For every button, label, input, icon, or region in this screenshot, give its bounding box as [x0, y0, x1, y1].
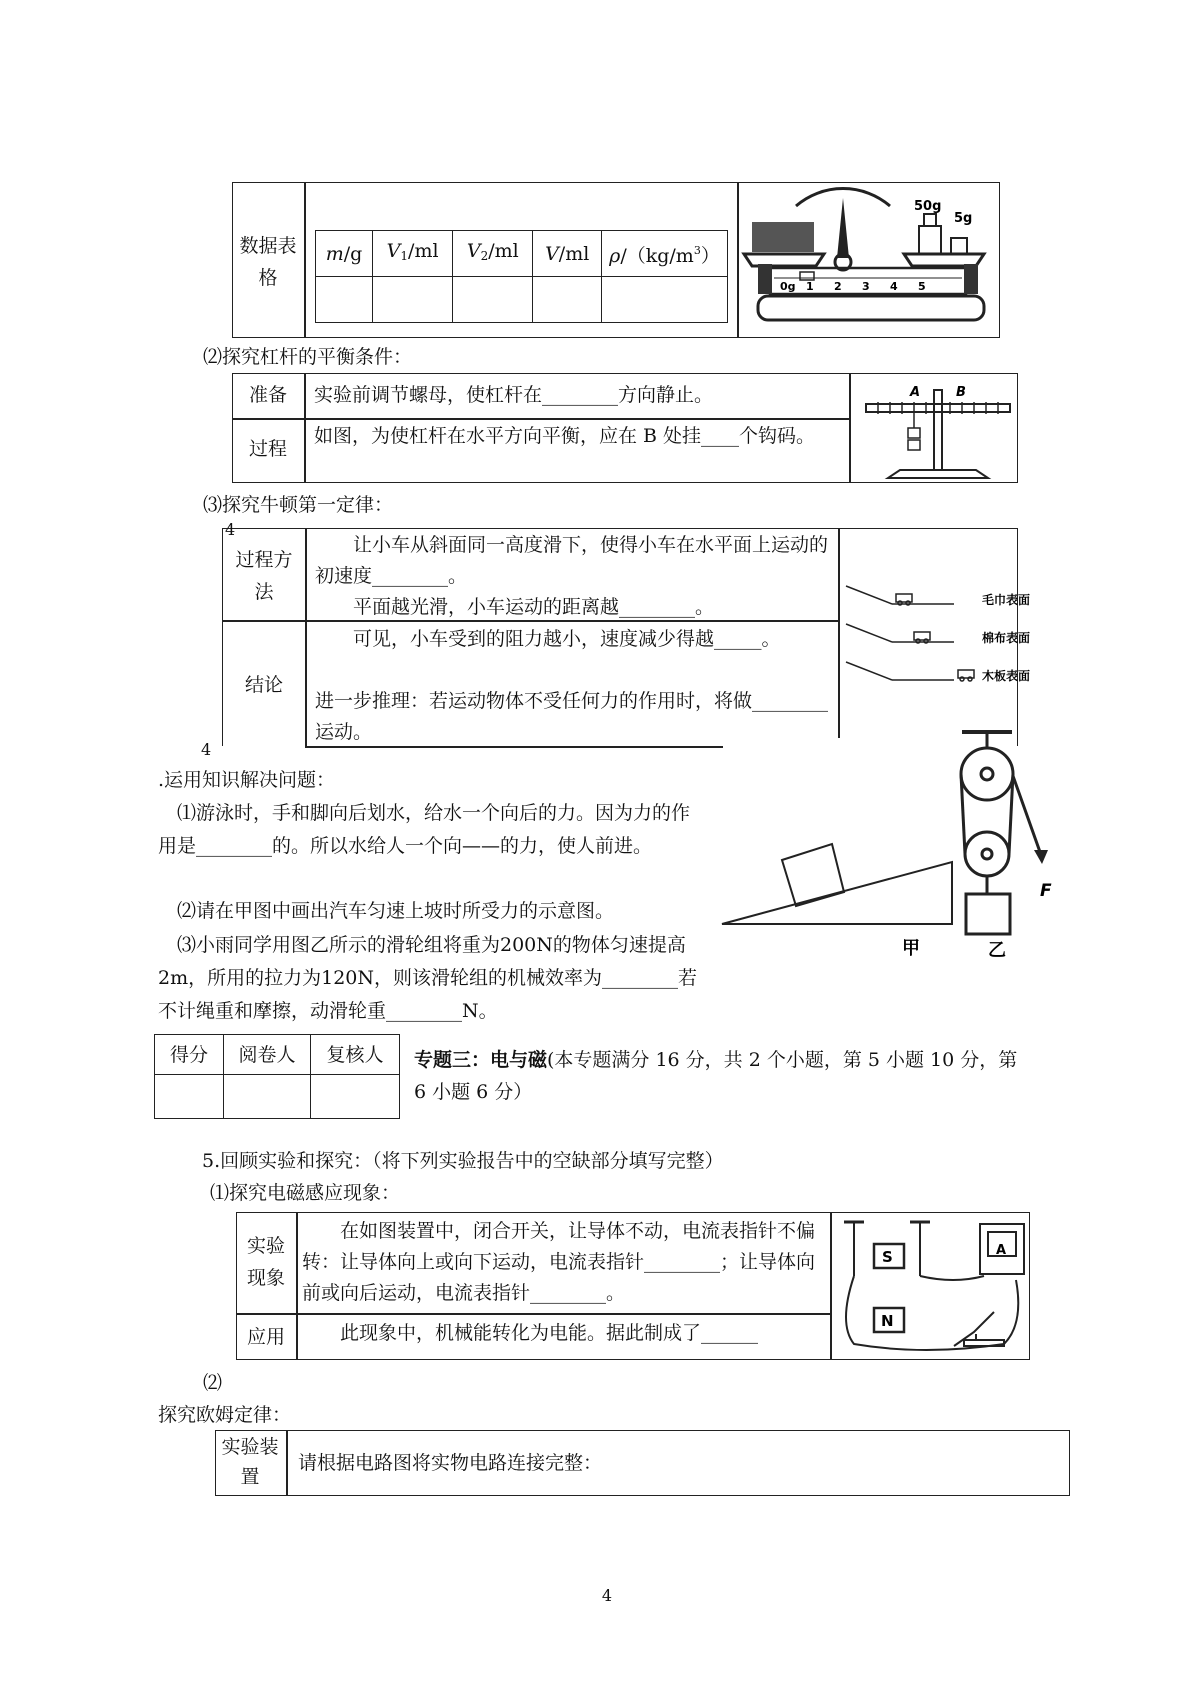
divider [286, 1430, 288, 1496]
magnet-s-label: S [882, 1248, 893, 1266]
method-line-1: 让小车从斜面同一高度滑下，使得小车在水平面上运动的初速度________。 [315, 534, 829, 587]
conclusion-line-2: 进一步推理：若运动物体不受任何力的作用时，将做________运动。 [315, 690, 829, 743]
grader-cell[interactable] [224, 1075, 311, 1119]
divider [304, 182, 306, 338]
divider [236, 1313, 830, 1315]
col-mass: m/g [316, 231, 373, 277]
newton-heading: ⑶探究牛顿第一定律： [203, 494, 394, 516]
surface-label: 毛巾表面 [982, 593, 1031, 607]
lever-figure [860, 380, 1016, 480]
row-label-apparatus: 实验装置 [221, 1436, 279, 1488]
reviewer-cell[interactable] [311, 1075, 400, 1119]
blank-cell[interactable] [373, 277, 453, 323]
divider [304, 373, 306, 483]
blank-cell[interactable] [316, 277, 373, 323]
lever-label-a: A [910, 385, 921, 400]
scale-tick-label: 3 [862, 280, 870, 293]
apparatus-text: 请根据电路图将实物电路连接完整： [298, 1452, 603, 1474]
col-density: $\rho/(kg/m^3)$ [602, 231, 728, 277]
method-line-2: 平面越光滑，小车运动的距离越________。 [353, 596, 715, 618]
divider [849, 373, 851, 483]
divider [838, 528, 840, 738]
question-number: 4 [201, 740, 212, 759]
section5-heading: 5.回顾实验和探究：（将下列实验报告中的空缺部分填写完整） [202, 1150, 724, 1172]
balance-figure [744, 186, 998, 334]
electromagnetic-induction-figure [834, 1214, 1028, 1358]
magnet-n-label: N [881, 1312, 894, 1330]
reviewer-header: 复核人 [311, 1035, 400, 1075]
blank-cell[interactable] [533, 277, 602, 323]
scale-tick-label: 5 [918, 280, 926, 293]
incline-and-pulley-figure [722, 732, 1052, 962]
col-v2: $V_2/ml$ [453, 231, 533, 277]
divider [232, 418, 850, 420]
row-label-data-table: 数据表格 [239, 235, 297, 289]
scale-tick-label: 4 [890, 280, 898, 293]
scale-tick-label: 2 [834, 280, 842, 293]
topic3-title: 专题三：电与磁 [414, 1049, 548, 1071]
row-label-method: 过程方法 [235, 549, 293, 603]
row-label-phenomenon: 实验现象 [246, 1235, 285, 1289]
divider [296, 1212, 298, 1360]
scale-tick-label: 0g [780, 280, 796, 293]
prepare-text: 实验前调节螺母，使杠杆在________方向静止。 [314, 384, 714, 406]
electromagnetic-heading: ⑴探究电磁感应现象： [210, 1182, 401, 1204]
col-v1: $V_1/ml$ [373, 231, 453, 277]
score-cell[interactable] [155, 1075, 224, 1119]
newton-surfaces-figure [846, 580, 1054, 690]
weight-50g-label: 50g [914, 199, 942, 214]
divider [305, 528, 307, 746]
blank-cell[interactable] [602, 277, 728, 323]
apply-q3: ⑶小雨同学用图乙所示的滑轮组将重为200N的物体匀速提高2m，所用的拉力为120N，则该滑轮组的机械效率为________若不计绳重和摩擦，动滑轮重________N。 [158, 934, 697, 1022]
row-label-prepare: 准备 [248, 384, 287, 406]
ohm-heading: 探究欧姆定律： [158, 1404, 292, 1426]
lever-label-b: B [956, 385, 966, 400]
conclusion-line-1: 可见，小车受到的阻力越小，速度减少得越_____。 [353, 628, 781, 650]
divider [737, 182, 739, 338]
density-data-table [315, 230, 728, 323]
surface-label: 木板表面 [982, 669, 1031, 683]
page-number: 4 [601, 1586, 613, 1605]
surface-label: 棉布表面 [982, 631, 1031, 645]
topic3-heading [414, 1044, 1034, 1108]
blank-cell[interactable] [453, 277, 533, 323]
apply-heading: .运用知识解决问题： [158, 769, 336, 791]
ammeter-label: A [996, 1243, 1007, 1258]
ohm-number: ⑵ [203, 1372, 223, 1394]
row-label-conclusion: 结论 [244, 674, 283, 696]
weight-5g-label: 5g [954, 211, 973, 226]
row-label-application: 应用 [246, 1326, 285, 1348]
grader-header: 阅卷人 [224, 1035, 311, 1075]
score-table [154, 1034, 400, 1119]
figure-label-jia: 甲 [902, 938, 920, 959]
topic3-desc: (本专题满分 16 分，共 2 个小题，第 5 小题 10 分，第 6 小题 6 分） [414, 1049, 1018, 1103]
phenomenon-text: 在如图装置中，闭合开关，让导体不动，电流表指针不偏转：让导体向上或向下运动，电流表指针________；让导体向前或向后运动，电流表指针________。 [302, 1220, 816, 1304]
divider [830, 1212, 832, 1360]
col-v: V/ml [533, 231, 602, 277]
figure-label-yi: 乙 [988, 940, 1006, 961]
force-f-label: F [1040, 881, 1052, 901]
scale-tick-label: 1 [806, 280, 814, 293]
application-text: 此现象中，机械能转化为电能。据此制成了______ [340, 1322, 759, 1344]
apply-q1: ⑴游泳时，手和脚向后划水，给水一个向后的力。因为力的作用是________的。所以水给人一个向——的力，使人前进。 [158, 802, 691, 857]
apply-q2: ⑵请在甲图中画出汽车匀速上坡时所受力的示意图。 [177, 900, 615, 922]
process-text: 如图，为使杠杆在水平方向平衡，应在 B 处挂____个钩码。 [314, 425, 816, 447]
row-label-process: 过程 [248, 438, 287, 460]
margin-marker: 4 [225, 520, 236, 539]
score-header: 得分 [155, 1035, 224, 1075]
lever-heading: ⑵探究杠杆的平衡条件： [203, 346, 413, 368]
